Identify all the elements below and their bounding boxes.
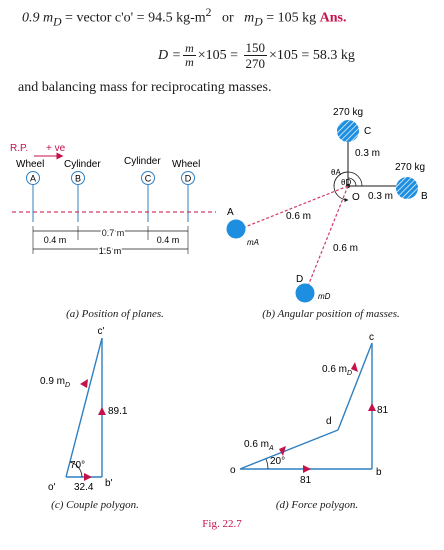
vertex-d: d <box>326 416 332 427</box>
force-md-sub: D <box>347 370 353 377</box>
frac1-den: m <box>185 55 194 69</box>
answer-label: Ans. <box>319 10 347 26</box>
diagram-force-polygon <box>230 332 389 486</box>
eq1-or: or <box>211 10 245 26</box>
crank-c-length: 0.3 m <box>355 148 381 159</box>
plane-label-cylinder-b: Cylinder <box>64 159 101 170</box>
dim-label-cd: 0.4 m <box>156 235 180 245</box>
force-md-label <box>322 364 352 377</box>
vertex-b-prime: b' <box>105 478 113 489</box>
eq2-mid: ×105 = <box>197 47 242 63</box>
theta-d-label: θD <box>341 178 352 187</box>
vertex-o: o <box>230 465 236 476</box>
couple-vertical-arrow <box>98 407 106 415</box>
mass-c-label: C <box>364 126 372 137</box>
origin-label: O <box>352 192 360 203</box>
plane-b-letter: B <box>74 173 82 184</box>
caption-c: (c) Couple polygon. <box>51 499 139 511</box>
force-vertical-arrow <box>368 403 376 411</box>
plane-c-letter: C <box>144 173 152 184</box>
vertex-o-prime: o' <box>48 482 56 493</box>
mass-b-circle <box>396 177 418 199</box>
couple-hyp-text: 0.9 m <box>40 376 66 387</box>
eq1-term: 0.9 m <box>22 10 54 26</box>
force-base-value: 81 <box>300 475 312 486</box>
mass-d-label: D <box>296 274 304 285</box>
couple-base-arrow <box>84 473 92 481</box>
eq1-rest: = vector c'o' = 94.5 kg-m <box>61 10 206 26</box>
eq1-sub: D <box>53 15 62 29</box>
dim-label-ab: 0.4 m <box>43 235 67 245</box>
couple-angle-value: 70° <box>70 460 86 471</box>
crank-d <box>308 186 348 286</box>
eq1-md-sub: D <box>254 15 263 29</box>
plane-label-cylinder-c: Cylinder <box>124 156 161 167</box>
caption-a: (a) Position of planes. <box>66 308 164 320</box>
couple-hypotenuse-line <box>66 338 102 477</box>
crank-d-length: 0.6 m <box>333 243 359 254</box>
force-ma-text: 0.6 m <box>244 439 270 450</box>
force-ma-label <box>244 439 274 452</box>
mass-a-label: A <box>227 207 234 218</box>
eq2-lhs: D = <box>158 47 182 63</box>
force-md-line <box>338 343 372 430</box>
mass-d-circle <box>296 284 315 303</box>
frac2-den: 270 <box>245 56 266 71</box>
couple-base-value: 32.4 <box>74 482 94 493</box>
mass-a-symbol: mA <box>247 238 259 247</box>
positive-direction-label: + ve <box>46 143 66 154</box>
force-angle-arc <box>266 459 268 469</box>
caption-d: (d) Force polygon. <box>275 499 359 511</box>
force-ma-sub: A <box>269 445 274 452</box>
vertex-c: c <box>369 332 374 343</box>
force-base-arrow <box>303 465 311 473</box>
diagram-angular-position <box>227 107 429 303</box>
crank-b-length: 0.3 m <box>368 191 394 202</box>
theta-a-label: θA <box>331 168 341 177</box>
couple-vertical-value: 89.1 <box>108 406 128 417</box>
mass-b-label: B <box>421 191 428 202</box>
force-angle-value: 20° <box>270 456 286 467</box>
mass-c-circle <box>337 120 359 142</box>
force-vertical-value: 81 <box>377 405 389 416</box>
plane-label-wheel-d: Wheel <box>172 159 201 170</box>
eq1-sup: 2 <box>205 6 212 19</box>
para-text: and balancing mass for reciprocating masses. <box>18 80 272 95</box>
force-md-text: 0.6 m <box>322 364 348 375</box>
vertex-b: b <box>376 467 382 478</box>
mass-a-circle <box>227 220 246 239</box>
mass-c-value: 270 kg <box>333 107 364 118</box>
couple-hyp-label <box>40 376 70 389</box>
figure-number: Fig. 22.7 <box>202 518 242 530</box>
mass-b-value: 270 kg <box>395 162 426 173</box>
rp-label: R.P. <box>10 143 29 154</box>
couple-hypotenuse-arrow <box>80 379 88 388</box>
couple-hyp-sub: D <box>65 382 71 389</box>
eq2-end: ×105 = 58.3 kg <box>269 47 355 63</box>
frac2-num: 150 <box>245 40 266 55</box>
plane-a-letter: A <box>29 173 37 184</box>
diagram-couple-polygon <box>40 326 128 493</box>
mass-d-symbol: mD <box>318 292 331 301</box>
plane-d-letter: D <box>184 173 192 184</box>
dim-label-total: 1.5 m <box>98 246 122 256</box>
dim-label-bc: 0.7 m <box>101 228 125 238</box>
plane-label-wheel-a: Wheel <box>16 159 45 170</box>
diagram-position-of-planes <box>10 143 216 256</box>
frac1-num: m <box>185 41 194 55</box>
vertex-c-prime: c' <box>97 326 105 337</box>
eq1-md: m <box>244 10 255 26</box>
crank-a-length: 0.6 m <box>286 211 312 222</box>
eq1-val: = 105 kg <box>262 10 320 26</box>
caption-b: (b) Angular position of masses. <box>262 308 400 320</box>
